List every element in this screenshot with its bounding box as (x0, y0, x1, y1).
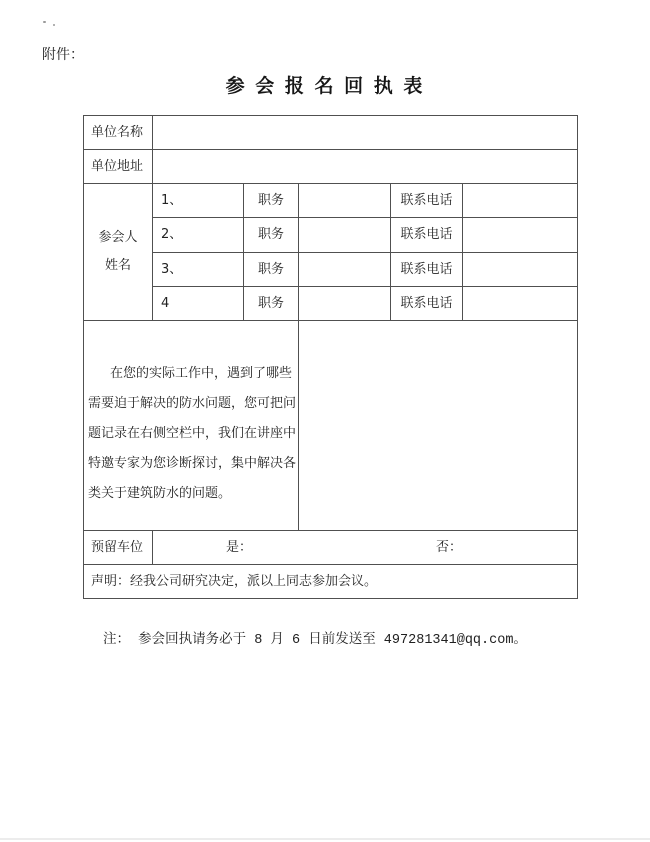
phone-field (463, 184, 578, 218)
phone-field (463, 218, 578, 253)
attendee-number: 1、 (153, 184, 244, 218)
position-field (299, 287, 391, 321)
attachment-label: 附件： (42, 47, 84, 63)
parking-yes-option: 是： (226, 539, 253, 555)
question-prompt-line: 类关于建筑防水的问题。 (88, 486, 232, 501)
unit-address-field (153, 150, 578, 184)
attendee-row (84, 184, 578, 218)
scan-speck (53, 24, 55, 26)
attendee-label-line: 姓名 (104, 258, 131, 273)
scan-speck (43, 21, 46, 23)
question-prompt-line: 需要迫于解决的防水问题，您可把问 (88, 396, 297, 411)
question-prompt (84, 321, 299, 531)
position-label: 职务 (244, 253, 299, 287)
attendee-row (84, 287, 578, 321)
parking-label: 预留车位 (84, 531, 153, 565)
parking-no-option: 否： (436, 539, 463, 555)
attendee-row (84, 218, 578, 253)
attendee-number: 2、 (153, 218, 244, 253)
position-label: 职务 (244, 218, 299, 253)
unit-address-row (84, 150, 578, 184)
form-title: 参 会 报 名 回 执 表 (225, 75, 425, 97)
position-label: 职务 (244, 184, 299, 218)
unit-name-row (84, 116, 578, 150)
position-field (299, 184, 391, 218)
phone-field (463, 287, 578, 321)
phone-field (463, 253, 578, 287)
attendee-number: 3、 (153, 253, 244, 287)
parking-row (84, 531, 578, 565)
unit-address-label: 单位地址 (84, 150, 153, 184)
attendee-number: 4 (153, 287, 244, 321)
position-field (299, 218, 391, 253)
question-row (84, 321, 578, 531)
unit-name-field (153, 116, 578, 150)
statement-text: 声明：经我公司研究决定，派以上同志参加会议。 (84, 565, 578, 599)
question-answer-area (299, 321, 578, 531)
parking-options (153, 531, 578, 565)
position-label: 职务 (244, 287, 299, 321)
attendee-label-line: 参会人 (98, 230, 138, 245)
phone-label: 联系电话 (391, 253, 463, 287)
phone-label: 联系电话 (391, 287, 463, 321)
scan-edge (0, 838, 650, 840)
attendee-row (84, 253, 578, 287)
question-prompt-line: 在您的实际工作中，遇到了哪些 (110, 366, 293, 381)
registration-form-table (83, 115, 578, 599)
statement-row (84, 565, 578, 599)
attendee-label (84, 184, 153, 321)
phone-label: 联系电话 (391, 218, 463, 253)
phone-label: 联系电话 (391, 184, 463, 218)
position-field (299, 253, 391, 287)
question-prompt-line: 特邀专家为您诊断探讨，集中解决各 (88, 456, 297, 471)
footer-note: 注： 参会回执请务必于 8 月 6 日前发送至 497281341@qq.com。 (103, 633, 527, 648)
question-prompt-line: 题记录在右侧空栏中，我们在讲座中 (88, 426, 297, 441)
unit-name-label: 单位名称 (84, 116, 153, 150)
